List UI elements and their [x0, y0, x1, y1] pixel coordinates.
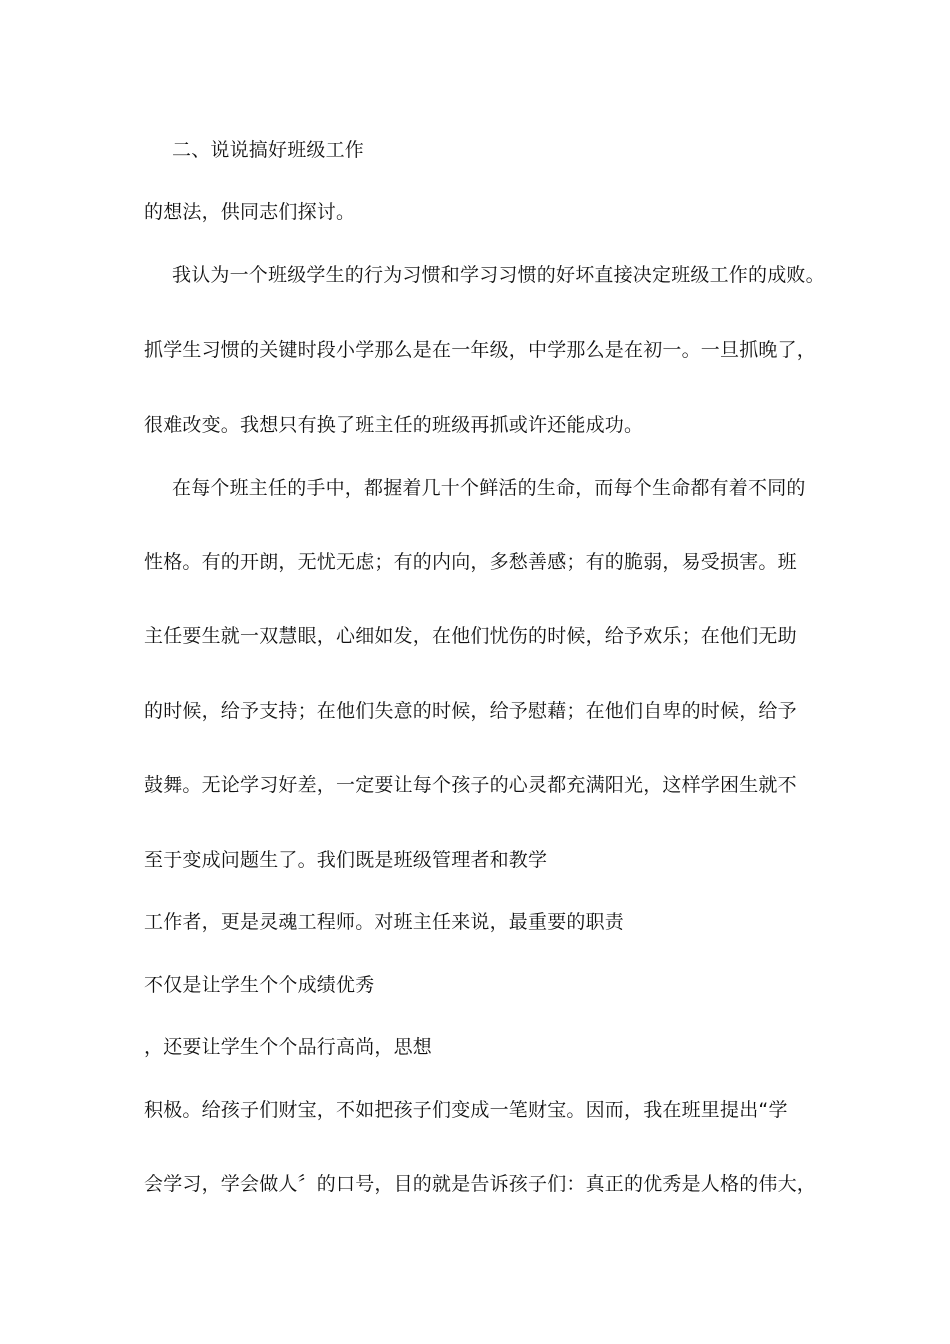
paragraph-line: 的想法，供同志们探讨。 [144, 201, 356, 223]
paragraph-line: 我认为一个班级学生的行为习惯和学习习惯的好坏直接决定班级工作的成败。 [172, 264, 825, 286]
paragraph-line: 很难改变。我想只有换了班主任的班级再抓或许还能成功。 [144, 414, 644, 436]
paragraph-line: 会学习，学会做人〞的口号，目的就是告诉孩子们：真正的优秀是人格的伟大， [144, 1173, 817, 1195]
paragraph-line: 性格。有的开朗，无忧无虑；有的内向，多愁善感；有的脆弱，易受损害。班 [144, 551, 797, 573]
paragraph-line: 工作者，更是灵魂工程师。对班主任来说，最重要的职责 [144, 911, 625, 933]
paragraph-line: 至于变成问题生了。我们既是班级管理者和教学 [144, 849, 548, 871]
paragraph-line: 的时候，给予支持；在他们失意的时候，给予慰藉；在他们自卑的时候，给予 [144, 700, 797, 722]
paragraph-line: 主任要生就一双慧眼，心细如发，在他们忧伤的时候，给予欢乐；在他们无助 [144, 625, 797, 647]
paragraph-line: 鼓舞。无论学习好差，一定要让每个孩子的心灵都充满阳光，这样学困生就不 [144, 774, 797, 796]
paragraph-line: 抓学生习惯的关键时段小学那么是在一年级，中学那么是在初一。一旦抓晚了， [144, 339, 817, 361]
paragraph-line: 积极。给孩子们财宝，不如把孩子们变成一笔财宝。因而，我在班里提出“学 [144, 1099, 788, 1121]
section-heading: 二、说说搞好班级工作 [172, 139, 365, 161]
paragraph-line: 不仅是让学生个个成绩优秀 [144, 974, 375, 996]
paragraph-line: ，还要让学生个个品行高尚，思想 [144, 1036, 433, 1058]
paragraph-line: 在每个班主任的手中，都握着几十个鲜活的生命，而每个生命都有着不同的 [172, 477, 806, 499]
